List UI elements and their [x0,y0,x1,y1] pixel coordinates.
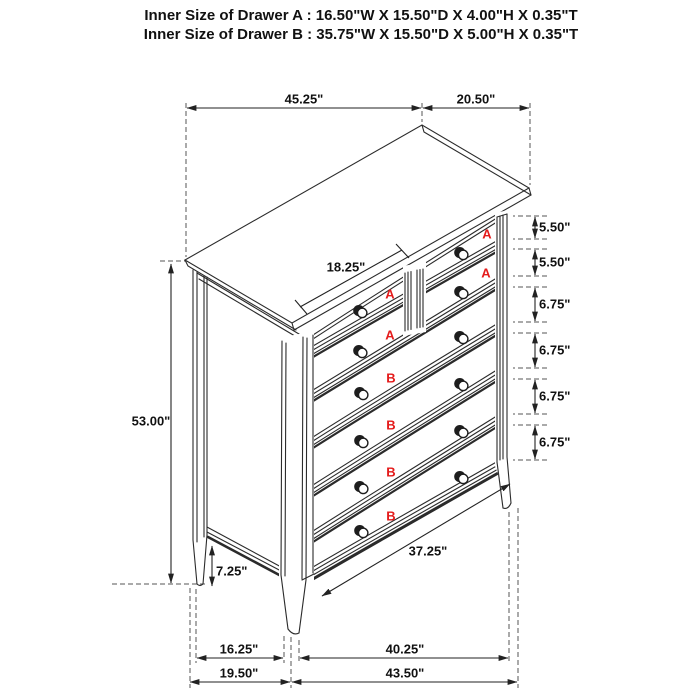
dim-bottom-inner-left: 16.25" [219,641,259,657]
dim-drawer-b-width: 37.25" [408,543,448,559]
knob-icon [454,425,468,438]
dim-drawer-height-6: 6.75" [539,434,571,450]
front-left-leg [279,331,314,634]
knob-icon [454,331,468,344]
knob-icon [353,305,367,318]
title-line-drawer-b: Inner Size of Drawer B : 35.75"W X 15.50"D X 5.00"H X 0.35"T [143,26,579,43]
dim-drawer-height-2: 5.50" [539,254,571,270]
drawer-label-a2: A [482,226,492,242]
dim-leg-height: 7.25" [216,563,248,579]
knob-icon [354,525,368,538]
drawer-label-b1: B [386,370,396,386]
title-line-drawer-a: Inner Size of Drawer A : 16.50"W X 15.50"D X 4.00"H X 0.35"T [144,7,578,24]
knob-icon [353,345,367,358]
drawer-label-b3: B [386,464,396,480]
knob-icon [354,435,368,448]
knob-icon [454,471,468,484]
knob-icon [454,286,468,299]
drawer-divider [403,262,426,336]
drawer-label-a3: A [385,327,395,343]
dim-drawer-height-5: 6.75" [539,388,571,404]
knob-icon [454,247,468,260]
drawer-label-b2: B [386,417,396,433]
dim-top-depth-side: 20.50" [456,91,496,107]
knob-icon [454,378,468,391]
dim-bottom-outer-right: 43.50" [385,665,425,681]
dim-drawer-height-3: 6.75" [539,296,571,312]
dim-overall-height: 53.00" [131,413,171,429]
dim-top-width-main: 45.25" [284,91,324,107]
drawer-label-a4: A [481,265,491,281]
front-right-leg [495,209,513,512]
knob-icon [354,387,368,400]
dim-drawer-height-1: 5.50" [539,219,571,235]
drawer-label-b4: B [386,508,396,524]
dim-drawer-height-4: 6.75" [539,342,571,358]
dim-bottom-inner-right: 40.25" [385,641,425,657]
dim-bottom-outer-left: 19.50" [219,665,259,681]
dim-drawer-a-width: 18.25" [326,259,366,275]
page-title [144,6,578,44]
knob-icon [354,481,368,494]
drawer-label-a1: A [385,286,395,302]
